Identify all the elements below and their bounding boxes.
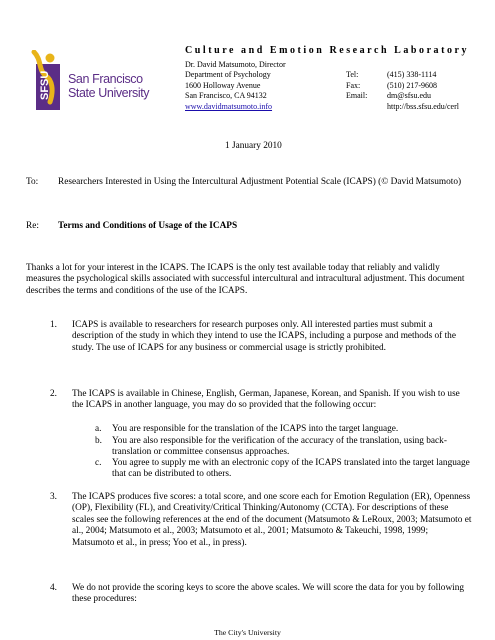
re-line: Re: Terms and Conditions of Usage of the ICAPS bbox=[26, 221, 238, 231]
sublist-letter: c. bbox=[95, 458, 102, 468]
email-address[interactable]: dm@sfsu.edu bbox=[387, 91, 432, 101]
sfsu-logo bbox=[28, 50, 158, 112]
list-number: 1. bbox=[50, 320, 57, 330]
to-line: To: Researchers Interested in Using the Intercultural Adjustment Potential Scale (ICAPS) (© David Matsumoto) bbox=[26, 177, 462, 187]
intro-paragraph: Thanks a lot for your interest in the ICAPS. The ICAPS is the only test available today that reliably and validly measures the psychological skills associated with successful intercultural and intracultural adjustment. This document describes the terms and conditions of the use of the ICAPS. bbox=[26, 263, 465, 296]
website-link[interactable]: www.davidmatsumoto.info bbox=[185, 101, 273, 111]
page-footer: The City's University bbox=[214, 628, 281, 637]
sublist-item: You are responsible for the translation of the ICAPS into the target language. bbox=[112, 424, 399, 434]
sublist-item: You agree to supply me with an electronic copy of the ICAPS translated into the target language that can be distributed to others. bbox=[112, 458, 470, 480]
emblem-letters: SFSU bbox=[39, 70, 51, 100]
sublist-letter: b. bbox=[95, 435, 102, 446]
subject: Terms and Conditions of Usage of the ICAPS bbox=[58, 221, 238, 231]
fax-number: (510) 217-9608 bbox=[387, 80, 437, 90]
address-block bbox=[185, 60, 286, 112]
lab-title: Culture and Emotion Research Laboratory bbox=[185, 45, 470, 56]
list-number: 3. bbox=[50, 492, 57, 502]
list-item: The ICAPS produces five scores: a total score, and one score each for Emotion Regulation (ER), Openness (OP), Flexibility (FL), and Creativity/Critical Thinking/Autonomy (CCTA). For descriptions of these scales see the following references at the end of the document (Matsumoto & LeRoux, 2003; Matsumoto et al., 2004; Matsumoto et al., 2003; Matsumoto et al., 2001; Matsumoto & Takeuchi, 1998, 1999; Matsumoto et al., in press; Yoo et al., in press). bbox=[72, 492, 472, 548]
address-line: 1600 Holloway Avenue bbox=[185, 80, 261, 90]
contact-values bbox=[387, 70, 459, 112]
list-number: 4. bbox=[50, 583, 57, 593]
letter-date: 1 January 2010 bbox=[225, 141, 282, 151]
list-number: 2. bbox=[50, 389, 57, 399]
phone-number: (415) 338-1114 bbox=[387, 70, 437, 80]
sublist-letter: a. bbox=[95, 424, 102, 434]
lab-url[interactable]: http://bss.sfsu.edu/cerl bbox=[387, 101, 459, 111]
university-name: San Francisco State University bbox=[68, 72, 150, 100]
director-name: Dr. David Matsumoto, Director bbox=[185, 60, 286, 69]
address-line: Department of Psychology bbox=[185, 70, 271, 80]
contact-labels: Tel: Fax: Email: bbox=[346, 70, 368, 101]
sfsu-emblem-icon bbox=[28, 50, 62, 112]
list-item: ICAPS is available to researchers for research purposes only. All interested parties must submit a description of the study in which they intend to use the ICAPS, including a purpose and methods of the study. The use of ICAPS for any business or commercial usage is strictly prohibited. bbox=[72, 320, 456, 353]
sublist-item: You are also responsible for the verification of the accuracy of the translation, using back-translation or committee consensus approaches. bbox=[112, 435, 447, 457]
list-item: We do not provide the scoring keys to score the above scales. We will score the data for you by following these procedures: bbox=[72, 583, 465, 605]
list-item: The ICAPS is available in Chinese, English, German, Japanese, Korean, and Spanish. If you wish to use the ICAPS in another language, you may do so provided that the following occur: bbox=[72, 389, 460, 411]
address-line: San Francisco, CA 94132 bbox=[185, 91, 267, 101]
